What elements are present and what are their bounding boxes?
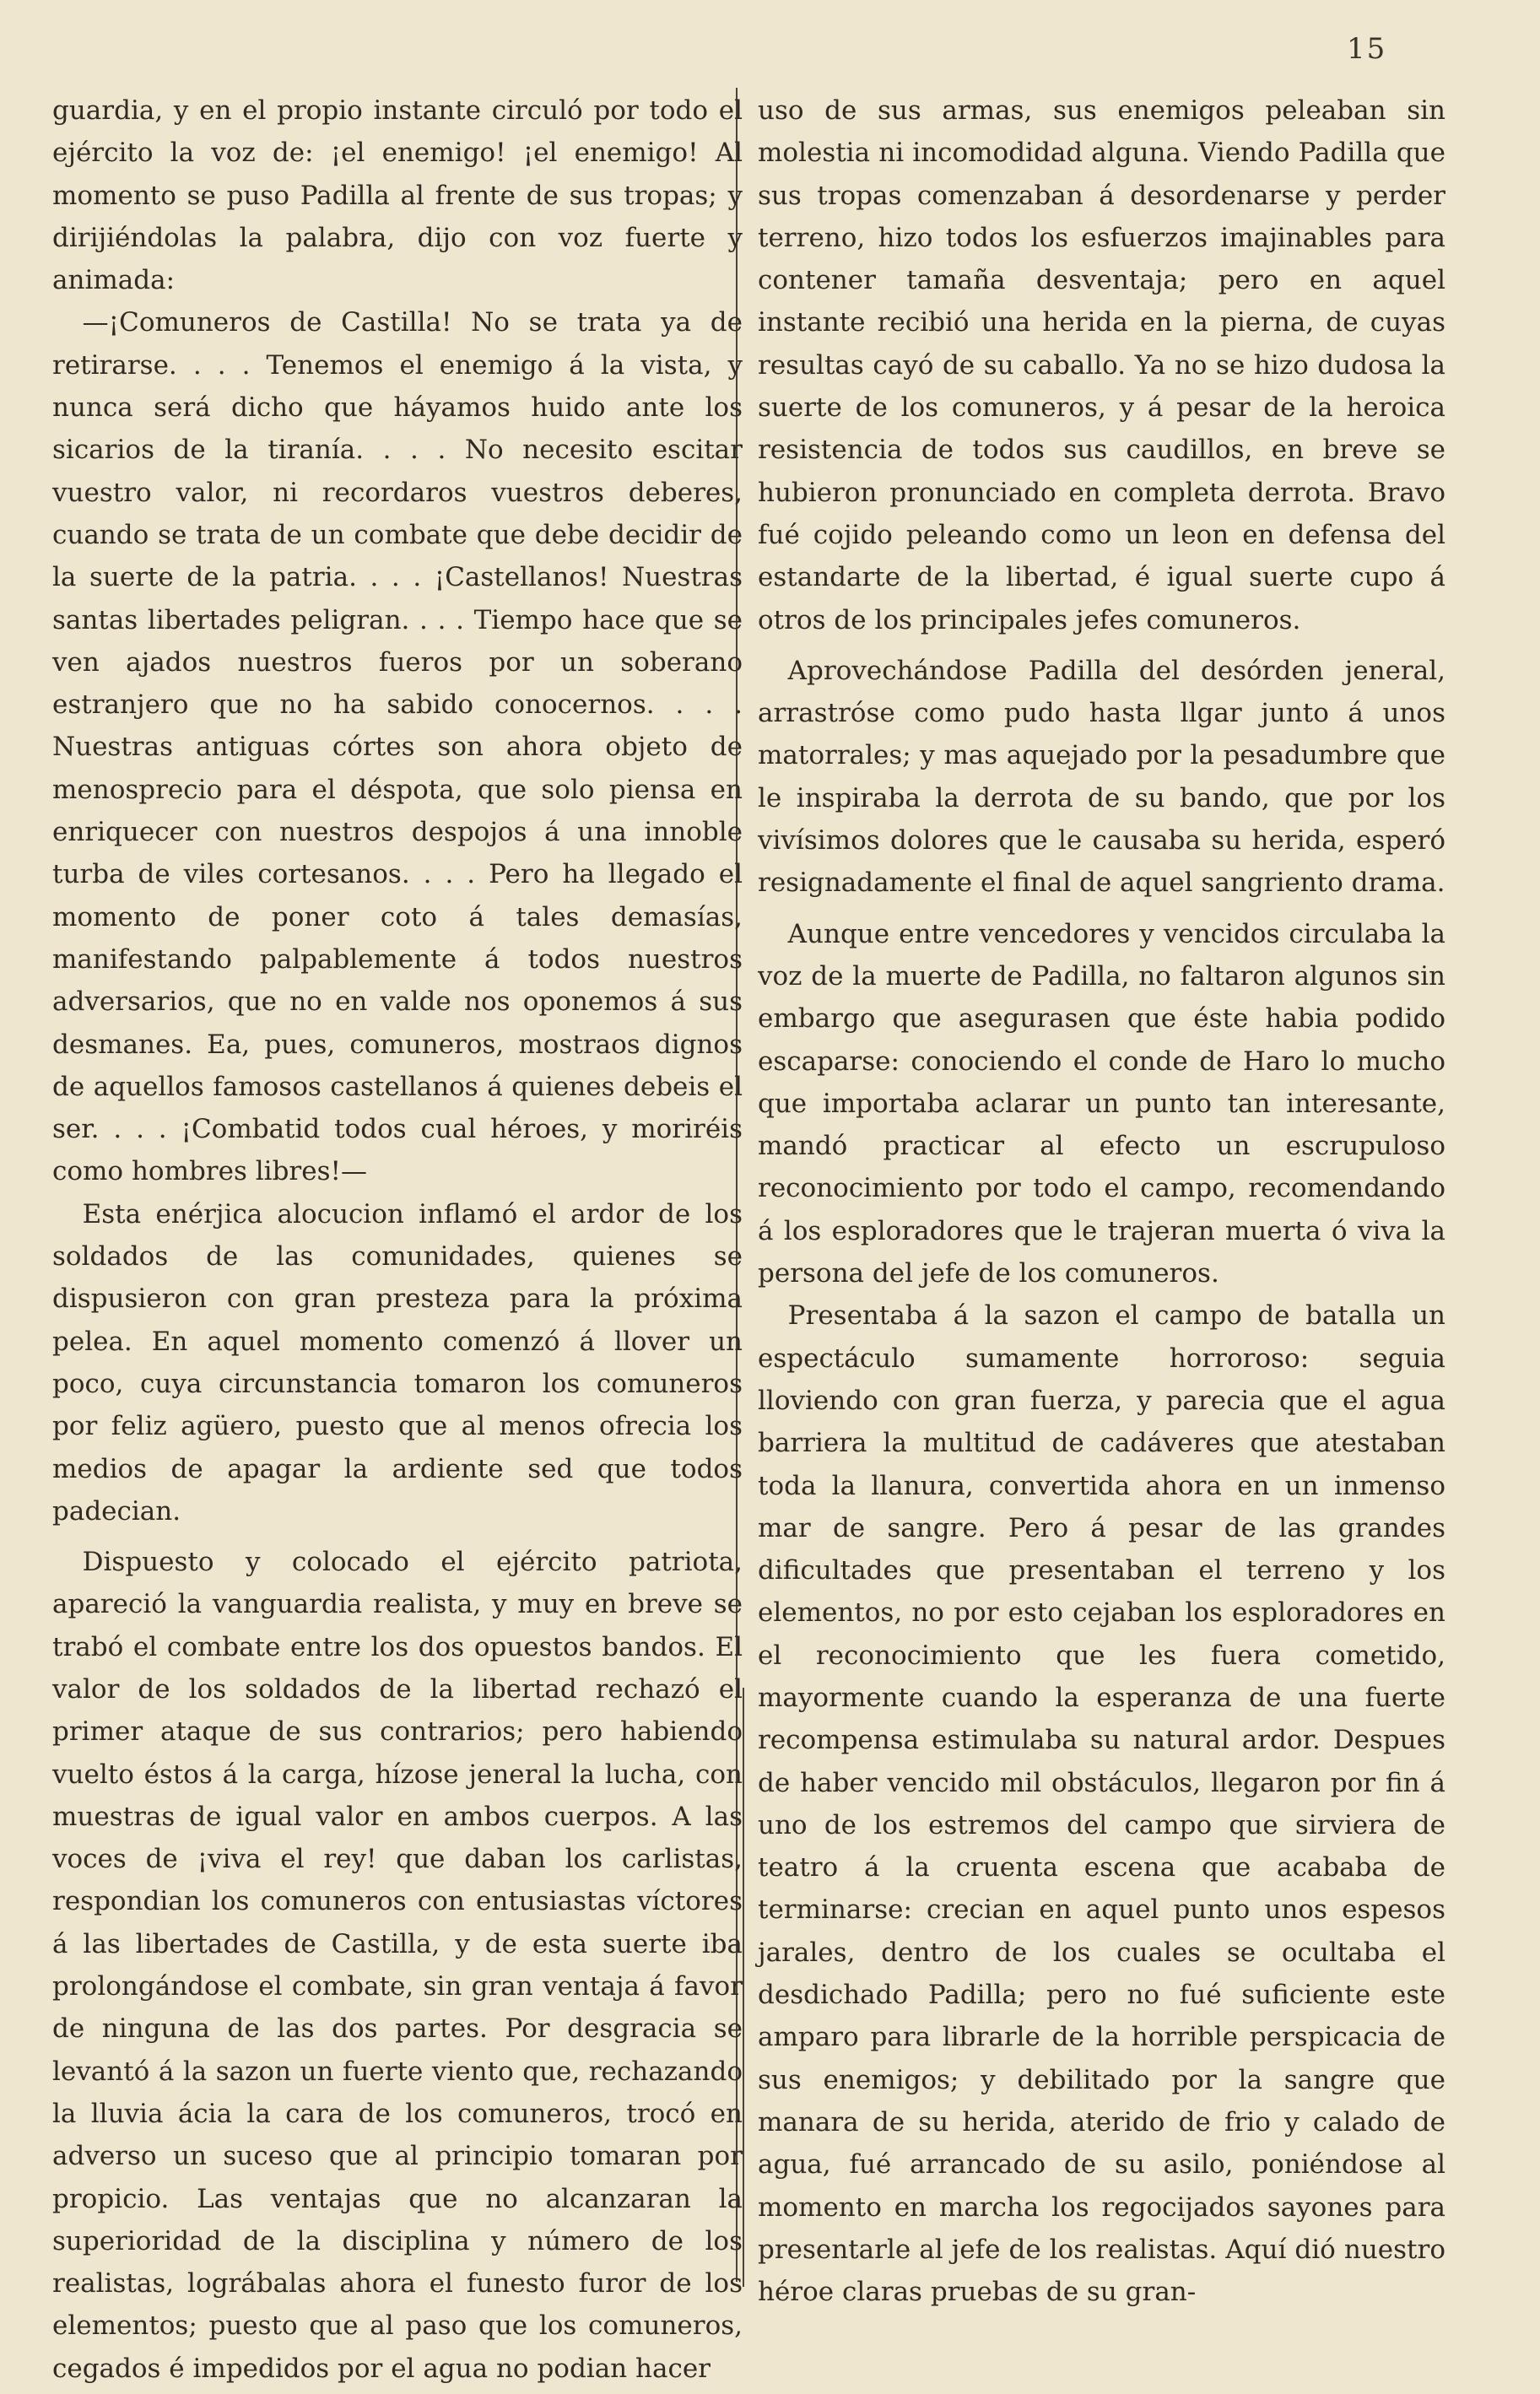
paragraph: uso de sus armas, sus enemigos peleaban sin molestia ni incomodidad alguna. Viendo Padilla que sus tropas comenzaban á desordenarse y perder terreno, hizo todos los esfuerzos imajinables para contener tamaña desventaja; pero en aquel instante recibió una herida en la pierna, de cuyas resultas cayó de su caballo. Ya no se hizo dudosa la suerte de los comuneros, y á pesar de la heroica resistencia de todos sus caudillos, en breve se hubieron pronunciado en completa derrota. Bravo fué cojido peleando como un leon en defensa del estandarte de la libertad, é igual suerte cupo á otros de los principales jefes comuneros. [758,95,1445,635]
paragraph: Aprovechándose Padilla del desórden jeneral, arrastróse como pudo hasta llgar junto á unos matorrales; y mas aquejado por la pesadumbre que le inspiraba la derrota de su bando, que por los vivísimos dolores que le causaba su herida, esperó resignadamente el final de aquel sangriento drama. [758,655,1445,899]
paragraph: Esta enérjica alocucion inflamó el ardor de los soldados de las comunidades, quienes se dispusieron con gran presteza para la próxima pelea. En aquel momento comenzó á llover un poco, cuya circunstancia tomaron los comuneros por feliz agüero, puesto que al menos ofrecia los medios de apagar la ardiente sed que todos padecian. [52,1198,743,1527]
paragraph: —¡Comuneros de Castilla! No se trata ya de retirarse. . . . Tenemos el enemigo á la vista, y nunca será dicho que háyamos huido ante los sicarios de la tiranía. . . . No necesito escitar vuestro valor, ni recordaros vuestros deberes, cuando se trata de un combate que debe decidir de la suerte de la patria. . . . ¡Castellanos! Nuestras santas libertades peligran. . . . Tiempo hace que se ven ajados nuestros fueros por un soberano estranjero que no ha sabido conocernos. . . . Nuestras antiguas córtes son ahora objeto de menosprecio para el déspota, que solo piensa en enriquecer con nuestros despojos á una innoble turba de viles cortesanos. . . . Pero ha llegado el momento de poner coto á tales demasías, manifestando palpablemente á todos nuestros adversarios, que no en valde nos oponemos á sus desmanes. Ea, pues, comuneros, mostraos dignos de aquellos famosos castellanos á quienes debeis el ser. . . . ¡Combatid todos cual héroes, y moriréis como hombres libres!— [52,307,743,1187]
right-column [758,89,1445,2313]
column-divider-lower [743,1688,744,2287]
paragraph: guardia, y en el propio instante circuló por todo el ejército la voz de: ¡el enemigo! ¡el enemigo! Al momento se puso Padilla al frente de sus tropas; y dirijiéndolas la palabra, dijo con voz fuerte y animada: [52,95,743,296]
left-column [52,89,743,2390]
paragraph: Presentaba á la sazon el campo de batalla un espectáculo sumamente horroroso: seguia lloviendo con gran fuerza, y parecia que el agua barriera la multitud de cadáveres que atestaban toda la llanura, convertida ahora en un inmenso mar de sangre. Pero á pesar de las grandes dificultades que presentaban el terreno y los elementos, no por esto cejaban los esploradores en el reconocimiento que les fuera cometido, mayormente cuando la esperanza de una fuerte recompensa estimulaba su natural ardor. Despues de haber vencido mil obstáculos, llegaron por fin á uno de los estremos del campo que sirviera de teatro á la cruenta escena que acababa de terminarse: crecian en aquel punto unos espesos jarales, dentro de los cuales se ocultaba el desdichado Padilla; pero no fué suficiente este amparo para librarle de la horrible perspicacia de sus enemigos; y debilitado por la sangre que manara de su herida, aterido de frio y calado de agua, fué arrancado de su asilo, poniéndose al momento en marcha los regocijados sayones para presentarle al jefe de los realistas. Aquí dió nuestro héroe claras pruebas de su gran- [758,1300,1445,2308]
page-number: 15 [1347,32,1387,66]
paragraph: Dispuesto y colocado el ejército patriota, apareció la vanguardia realista, y muy en breve se trabó el combate entre los dos opuestos bandos. El valor de los soldados de la libertad rechazó el primer ataque de sus contrarios; pero habiendo vuelto éstos á la carga, hízose jeneral la lucha, con muestras de igual valor en ambos cuerpos. A las voces de ¡viva el rey! que daban los carlistas, respondian los comuneros con entusiastas víctores á las libertades de Castilla, y de esta suerte iba prolongándose el combate, sin gran ventaja á favor de ninguna de las dos partes. Por desgracia se levantó á la sazon un fuerte viento que, rechazando la lluvia ácia la cara de los comuneros, trocó en adverso un suceso que al principio tomaran por propicio. Las ventajas que no alcanzaran la superioridad de la disciplina y número de los realistas, lográbalas ahora el funesto furor de los elementos; puesto que al paso que los comuneros, cegados é impedidos por el agua no podian hacer [52,1547,743,2384]
paragraph: Aunque entre vencedores y vencidos circulaba la voz de la muerte de Padilla, no faltaron algunos sin embargo que asegurasen que éste habia podido escaparse: conociendo el conde de Haro lo mucho que importaba aclarar un punto tan interesante, mandó practicar al efecto un escrupuloso reconocimiento por todo el campo, recomendando á los esploradores que le trajeran muerta ó viva la persona del jefe de los comuneros. [758,918,1445,1289]
